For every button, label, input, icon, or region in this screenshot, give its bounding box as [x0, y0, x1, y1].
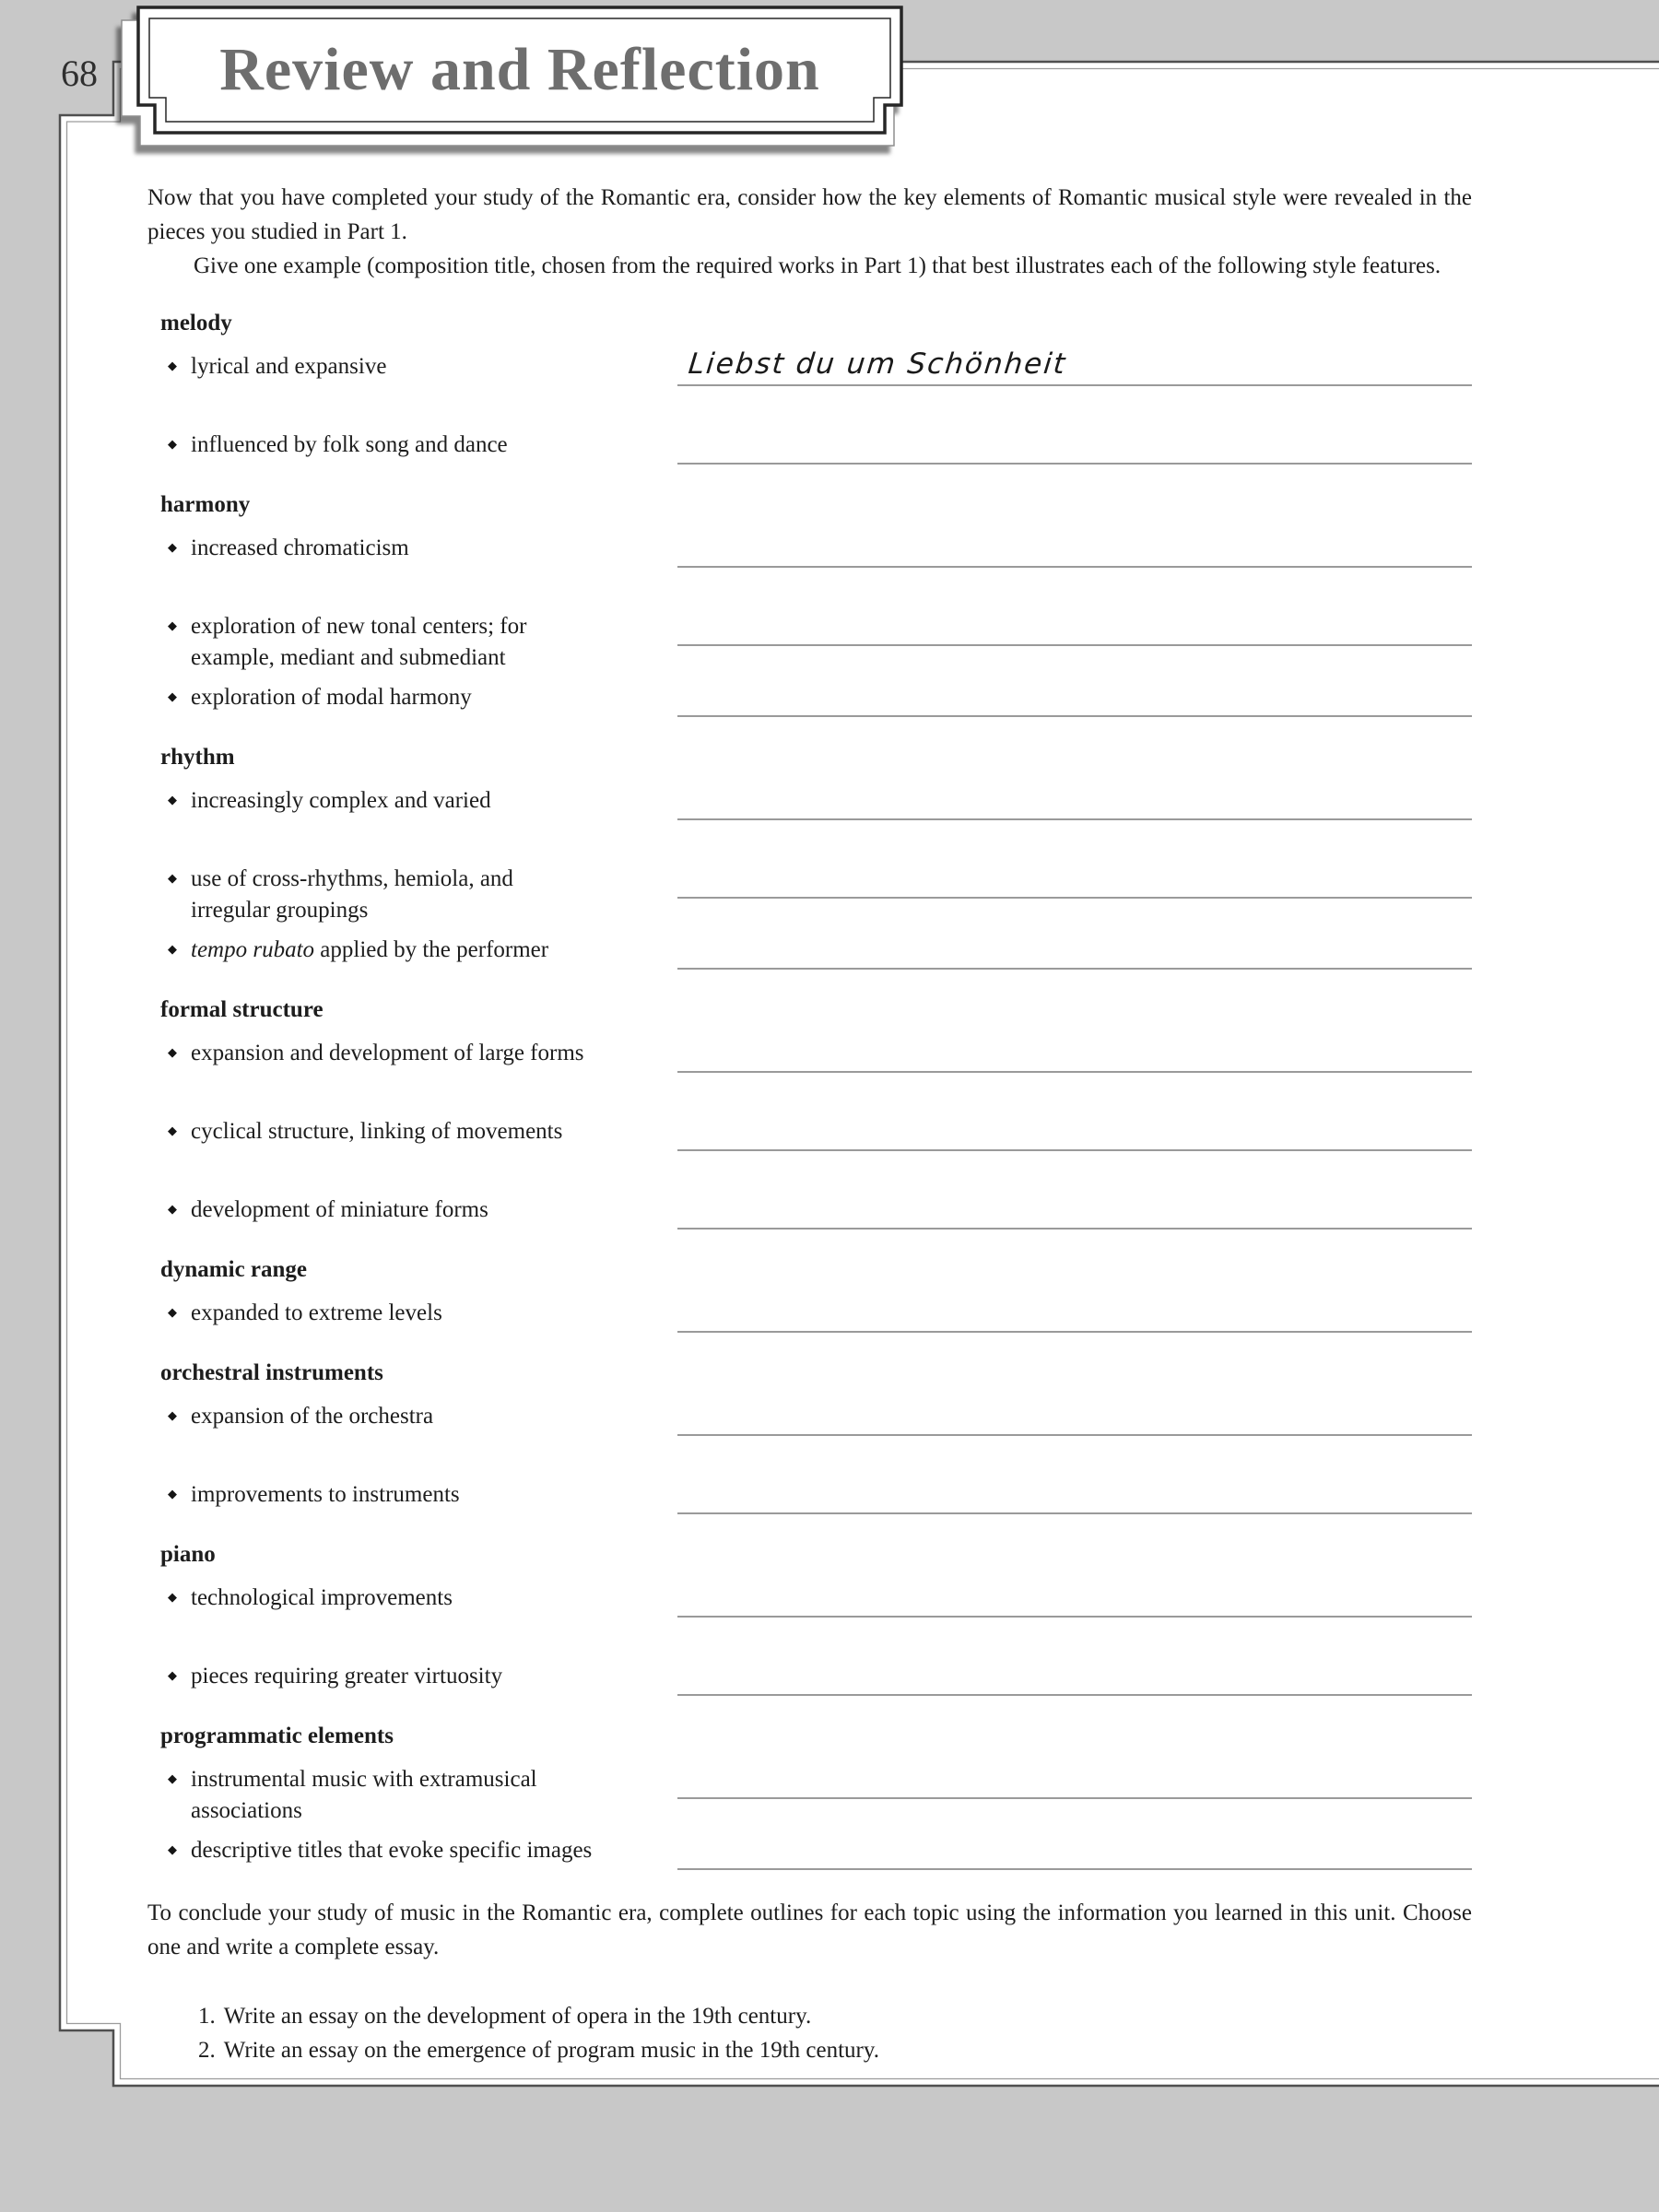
essay-prompt-number: 2. [198, 2038, 216, 2063]
essay-prompt-text: Write an essay on the development of opera in the 19th century. [223, 2004, 812, 2029]
style-feature [147, 351, 677, 386]
intro-paragraphs [147, 181, 1472, 283]
bullet-diamond-icon: ◆ [168, 1409, 177, 1423]
answer-line [677, 533, 1472, 568]
essay-prompt [198, 2033, 1472, 2067]
answer-line [677, 1479, 1472, 1514]
style-feature [147, 682, 677, 717]
page-number: 68 [61, 53, 98, 94]
style-feature [147, 864, 677, 926]
section-heading: orchestral instruments [160, 1360, 383, 1385]
style-feature-row [147, 533, 1472, 568]
bullet-diamond-icon: ◆ [168, 1669, 177, 1683]
essay-prompts [147, 1999, 1472, 2067]
intro-paragraph-1: Now that you have completed your study of the Romantic era, consider how the key elements of Romantic musical style were revealed in the pieces you studied in Part 1. [147, 185, 1472, 244]
style-feature-label: lyrical and expansive [191, 354, 387, 379]
bullet-diamond-icon: ◆ [168, 1591, 177, 1605]
style-feature-row [147, 429, 1472, 465]
section-heading: piano [160, 1542, 216, 1567]
answer-line [677, 1764, 1472, 1799]
answer-line [677, 347, 1472, 386]
style-feature-row [147, 1401, 1472, 1436]
conclusion-paragraph: To conclude your study of music in the Romantic era, complete outlines for each topic using the information you learned in this unit. Choose one and write a complete essay. [147, 1900, 1472, 1959]
bullet-diamond-icon: ◆ [168, 438, 177, 452]
answer-line [677, 1661, 1472, 1696]
style-feature-label: technological improvements [191, 1585, 453, 1610]
style-feature-label: increased chromaticism [191, 535, 409, 560]
style-feature [147, 1116, 677, 1151]
answer-line [677, 1583, 1472, 1618]
style-feature-label: descriptive titles that evoke specific images [191, 1838, 593, 1863]
answer-line [677, 1194, 1472, 1230]
answer-line [677, 429, 1472, 465]
section-heading: programmatic elements [160, 1724, 394, 1748]
bullet-diamond-icon: ◆ [168, 1306, 177, 1320]
sections [147, 308, 1472, 1870]
style-feature [147, 1764, 677, 1827]
answer-line [677, 935, 1472, 970]
style-feature [147, 429, 677, 465]
section-heading: melody [160, 311, 232, 335]
style-feature-row [147, 1194, 1472, 1230]
bullet-diamond-icon: ◆ [168, 541, 177, 555]
style-feature-row [147, 1116, 1472, 1151]
style-feature-row [147, 1298, 1472, 1333]
style-feature [147, 1194, 677, 1230]
answer-line [677, 1401, 1472, 1436]
bullet-diamond-icon: ◆ [168, 794, 177, 807]
essay-prompt [198, 1999, 1472, 2033]
answer-line [677, 1835, 1472, 1870]
style-feature-row [147, 1661, 1472, 1696]
style-feature-label: increasingly complex and varied [191, 788, 491, 813]
style-feature [147, 1479, 677, 1514]
style-feature-label: instrumental music with extramusical associations [191, 1767, 537, 1823]
style-feature [147, 1038, 677, 1073]
section-heading: formal structure [160, 997, 324, 1022]
style-feature-row [147, 1764, 1472, 1827]
style-feature-row [147, 1835, 1472, 1870]
essay-prompt-number: 1. [198, 2004, 216, 2029]
bullet-diamond-icon: ◆ [168, 1772, 177, 1786]
answer-line [677, 1116, 1472, 1151]
bullet-diamond-icon: ◆ [168, 1488, 177, 1501]
section-heading: dynamic range [160, 1257, 308, 1282]
style-feature-row [147, 1038, 1472, 1073]
style-feature [147, 611, 677, 674]
style-feature-label: development of miniature forms [191, 1197, 488, 1222]
style-feature-label: expansion of the orchestra [191, 1404, 434, 1429]
intro-paragraph-2: Give one example (composition title, chosen from the required works in Part 1) that best illustrates each of the following style features. [194, 253, 1441, 278]
bullet-diamond-icon: ◆ [168, 1203, 177, 1217]
style-feature [147, 785, 677, 820]
style-feature-label: pieces requiring greater virtuosity [191, 1664, 503, 1688]
style-feature [147, 1661, 677, 1696]
section-heading: rhythm [160, 745, 235, 770]
answer-line [677, 864, 1472, 899]
bullet-diamond-icon: ◆ [168, 1124, 177, 1138]
answer-line [677, 785, 1472, 820]
style-feature [147, 1835, 677, 1870]
style-feature [147, 533, 677, 568]
style-feature-label: expanded to extreme levels [191, 1300, 442, 1325]
style-feature-row [147, 864, 1472, 926]
section-heading: harmony [160, 492, 251, 517]
style-feature-label: expansion and development of large forms [191, 1041, 584, 1065]
answer-line [677, 611, 1472, 646]
style-feature-label: use of cross-rhythms, hemiola, and irregular groupings [191, 866, 513, 923]
style-feature-row [147, 785, 1472, 820]
style-feature [147, 1583, 677, 1618]
page-title: Review and Reflection [219, 36, 820, 103]
bullet-diamond-icon: ◆ [168, 1843, 177, 1857]
answer-line [677, 1038, 1472, 1073]
essay-prompt-text: Write an essay on the emergence of program music in the 19th century. [223, 2038, 880, 2063]
bullet-diamond-icon: ◆ [168, 1046, 177, 1060]
style-feature-label: improvements to instruments [191, 1482, 460, 1507]
bullet-diamond-icon: ◆ [168, 359, 177, 373]
page-content [147, 181, 1472, 2067]
style-feature-row [147, 1479, 1472, 1514]
bullet-diamond-icon: ◆ [168, 690, 177, 704]
style-feature-label: influenced by folk song and dance [191, 432, 508, 457]
bullet-diamond-icon: ◆ [168, 872, 177, 886]
style-feature-label: exploration of new tonal centers; for example, mediant and submediant [191, 614, 527, 670]
style-feature-label: tempo rubato applied by the performer [191, 937, 549, 962]
style-feature-label: cyclical structure, linking of movements [191, 1119, 563, 1144]
style-feature-row [147, 935, 1472, 970]
style-feature [147, 1298, 677, 1333]
answer-line [677, 682, 1472, 717]
style-feature-row [147, 682, 1472, 717]
bullet-diamond-icon: ◆ [168, 619, 177, 633]
style-feature [147, 1401, 677, 1436]
style-feature [147, 935, 677, 970]
style-feature-label: exploration of modal harmony [191, 685, 472, 710]
style-feature-row [147, 347, 1472, 386]
style-feature-row [147, 1583, 1472, 1618]
handwritten-answer: Liebst du um Schönheit [687, 347, 1069, 381]
style-feature-row [147, 611, 1472, 674]
bullet-diamond-icon: ◆ [168, 943, 177, 957]
answer-line [677, 1298, 1472, 1333]
